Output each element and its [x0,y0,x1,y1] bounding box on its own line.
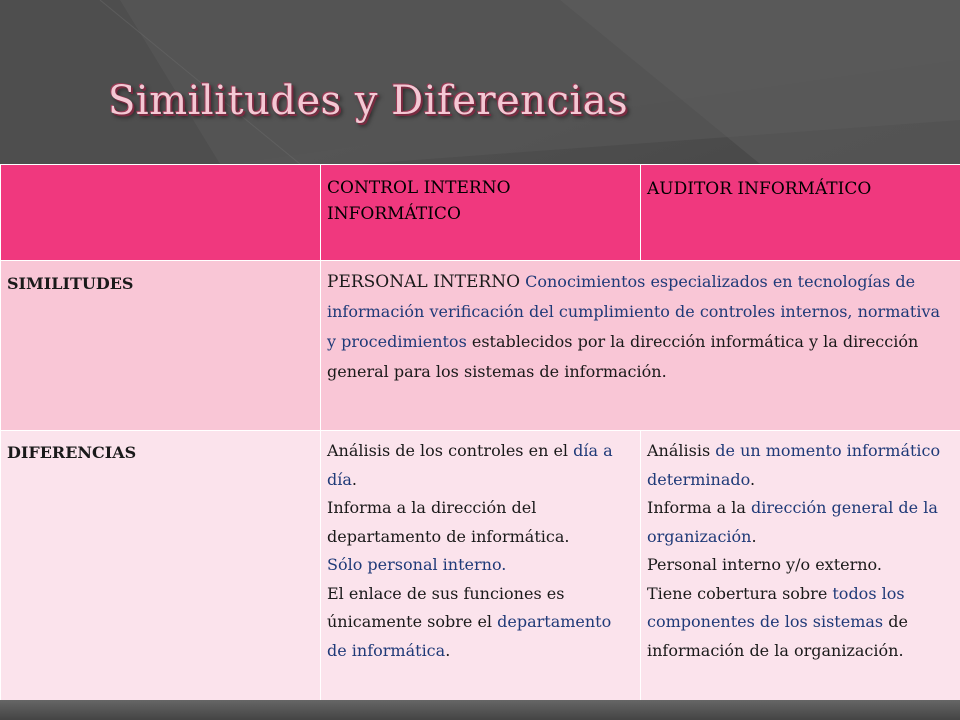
auditor-highlight-3: todos los componentes de los sistemas [647,583,905,631]
control-text-1: Análisis de los controles en el [327,441,574,460]
diferencias-control-cell [321,431,641,705]
header-empty-cell [1,165,321,261]
row-label-similitudes: SIMILITUDES [1,261,321,431]
control-text-2: . [351,469,357,489]
similitudes-heading: PERSONAL INTERNO [327,272,521,292]
header-control-interno: CONTROL INTERNO INFORMÁTICO [321,165,641,261]
control-text-3: Informa a la dirección del departamento de informática. [327,498,570,546]
auditor-highlight-1: de un momento informático determinado [647,441,941,489]
similitudes-highlight: Conocimientos especializados en tecnologías de información verificación del cumplimiento de controles internos, normativa y procedimientos [327,272,941,351]
auditor-text-5: Personal interno y/o externo. [647,555,882,574]
table-row-diferencias [1,431,960,705]
comparison-table [0,164,960,705]
control-highlight-3: departamento de informática [327,612,612,660]
control-highlight-1: día a día [327,441,613,489]
auditor-text-4: . [751,526,757,546]
auditor-text-3: Informa a la [647,498,751,517]
slide-title: Similitudes y Diferencias [108,78,629,124]
auditor-highlight-2: dirección general de la organización [647,498,938,546]
table-row-similitudes [1,261,960,431]
similitudes-text: establecidos por la dirección informática y la dirección general para los sistemas de información. [327,332,919,381]
slide-footer-bar [0,700,960,720]
auditor-text-7: de información de la organización. [647,612,908,660]
similitudes-cell [321,261,960,431]
auditor-text-2: . [749,469,756,489]
control-text-5: . [445,640,451,660]
diferencias-auditor-cell [641,431,960,705]
row-label-diferencias: DIFERENCIAS [1,431,321,705]
auditor-text-6: Tiene cobertura sobre [647,583,833,603]
control-highlight-2: Sólo personal interno. [327,555,507,574]
auditor-text-1: Análisis [647,441,716,460]
table-header-row [1,165,960,261]
control-text-4: El enlace de sus funciones es únicamente sobre el [327,583,565,631]
header-auditor: AUDITOR INFORMÁTICO [641,165,960,261]
